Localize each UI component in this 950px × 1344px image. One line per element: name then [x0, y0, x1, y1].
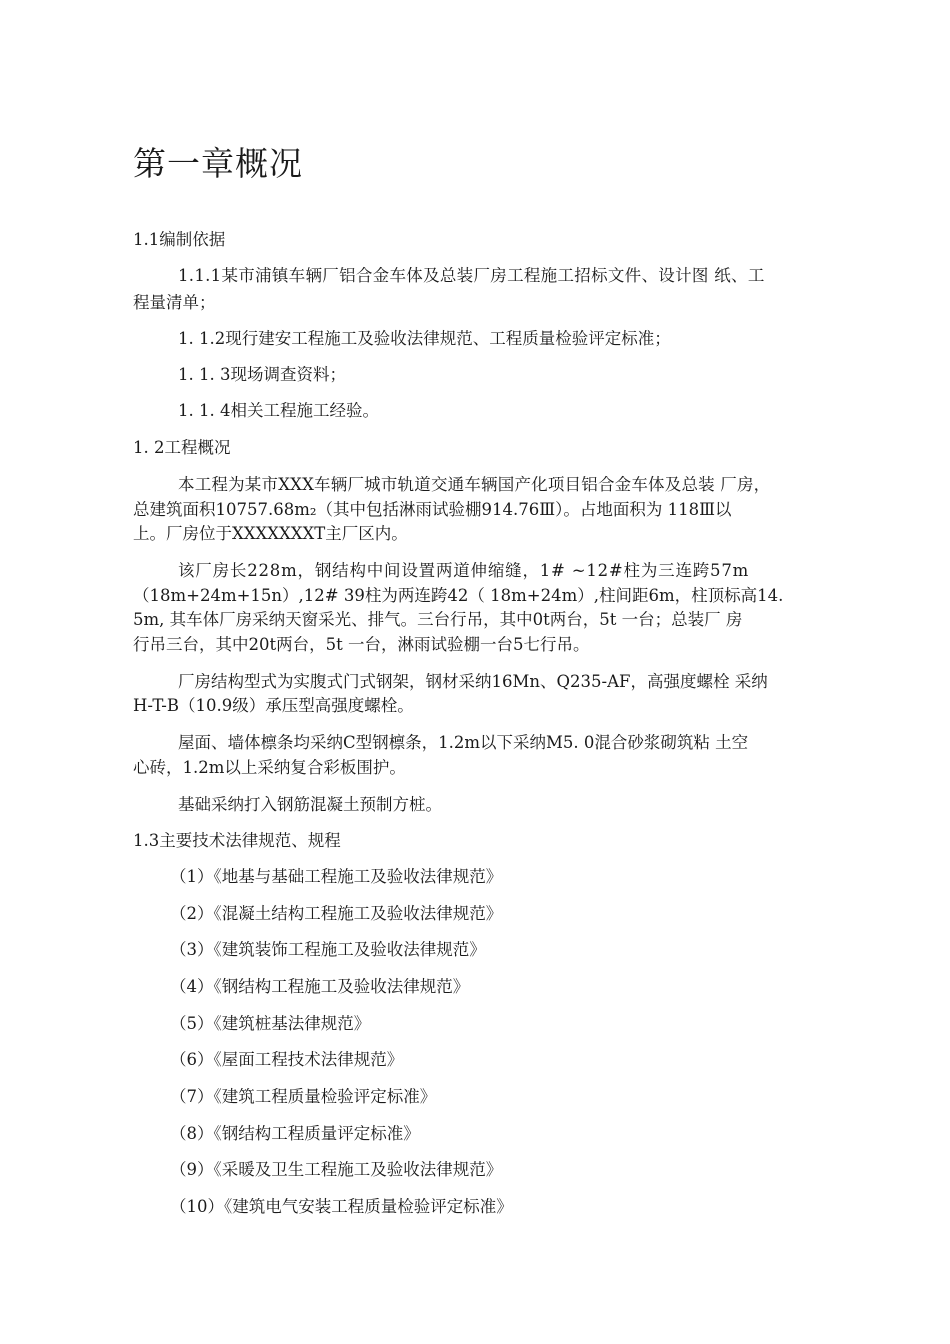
standard-item-8: （8）《钢结构工程质量评定标准》 — [170, 1124, 420, 1143]
overview-line-12: 基础采纳打入钢筋混凝土预制方桩。 — [178, 795, 442, 814]
overview-line-7: 行吊三台，其中20t两台，5t 一台，淋雨试验棚一台5七行吊。 — [133, 635, 590, 654]
overview-line-3: 上。厂房位于XXXXXXXT主厂区内。 — [133, 524, 408, 543]
standard-item-6: （6）《屋面工程技术法律规范》 — [170, 1050, 404, 1069]
overview-line-4: 该厂房长228m，钢结构中间设置两道伸缩缝，1# ~12#柱为三连跨57m — [178, 561, 750, 580]
standard-item-7: （7）《建筑工程质量检验评定标准》 — [170, 1087, 437, 1106]
standard-item-2: （2）《混凝土结构工程施工及验收法律规范》 — [170, 904, 503, 923]
standard-item-3: （3）《建筑装饰工程施工及验收法律规范》 — [170, 940, 486, 959]
overview-line-10: 屋面、墙体檩条均采纳C型钢檩条，1.2m以下采纳M5. 0混合砂浆砌筑粘 土空 — [178, 733, 749, 752]
section-heading-1-2: 1. 2工程概况 — [133, 438, 231, 457]
standard-item-9: （9）《采暖及卫生工程施工及验收法律规范》 — [170, 1160, 503, 1179]
overview-line-1: 本工程为某市XXX车辆厂城市轨道交通车辆国产化项目铝合金车体及总装 厂房， — [178, 475, 771, 494]
standard-item-1: （1）《地基与基础工程施工及验收法律规范》 — [170, 867, 503, 886]
overview-line-9: H-T-B（10.9级）承压型高强度螺栓。 — [133, 696, 414, 715]
overview-line-2: 总建筑面积10757.68m₂（其中包括淋雨试验棚914.76Ⅲ）。占地面积为 118Ⅲ以 — [133, 500, 732, 519]
overview-line-5: （18m+24m+15n）,12# 39柱为两连跨42（ 18m+24m）,柱间距6m，柱顶标高14. — [133, 586, 784, 605]
chapter-title: 第一章概况 — [133, 144, 303, 183]
section-heading-1-3: 1.3主要技术法律规范、规程 — [133, 831, 341, 850]
overview-line-8: 厂房结构型式为实腹式门式钢架，钢材采纳16Mn、Q235-AF，高强度螺栓 采纳 — [178, 672, 768, 691]
basis-item-1-cont: 程量清单； — [133, 293, 216, 312]
basis-item-1: 1.1.1某市浦镇车辆厂铝合金车体及总装厂房工程施工招标文件、设计图 纸、工 — [178, 266, 765, 285]
basis-item-4: 1. 1. 4相关工程施工经验。 — [178, 401, 379, 420]
standard-item-5: （5）《建筑桩基法律规范》 — [170, 1014, 371, 1033]
standard-item-10: （10）《建筑电气安装工程质量检验评定标准》 — [170, 1197, 513, 1216]
section-heading-1-1: 1.1编制依据 — [133, 230, 226, 249]
basis-item-3: 1. 1. 3现场调查资料； — [178, 365, 346, 384]
overview-line-11: 心砖，1.2m以上采纳复合彩板围护。 — [133, 758, 406, 777]
basis-item-2: 1. 1.2现行建安工程施工及验收法律规范、工程质量检验评定标准； — [178, 329, 671, 348]
overview-line-6: 5m, 其车体厂房采纳天窗采光、排气。三台行吊，其中0t两台，5t 一台；总装厂 房 — [133, 610, 743, 629]
standard-item-4: （4）《钢结构工程施工及验收法律规范》 — [170, 977, 470, 996]
